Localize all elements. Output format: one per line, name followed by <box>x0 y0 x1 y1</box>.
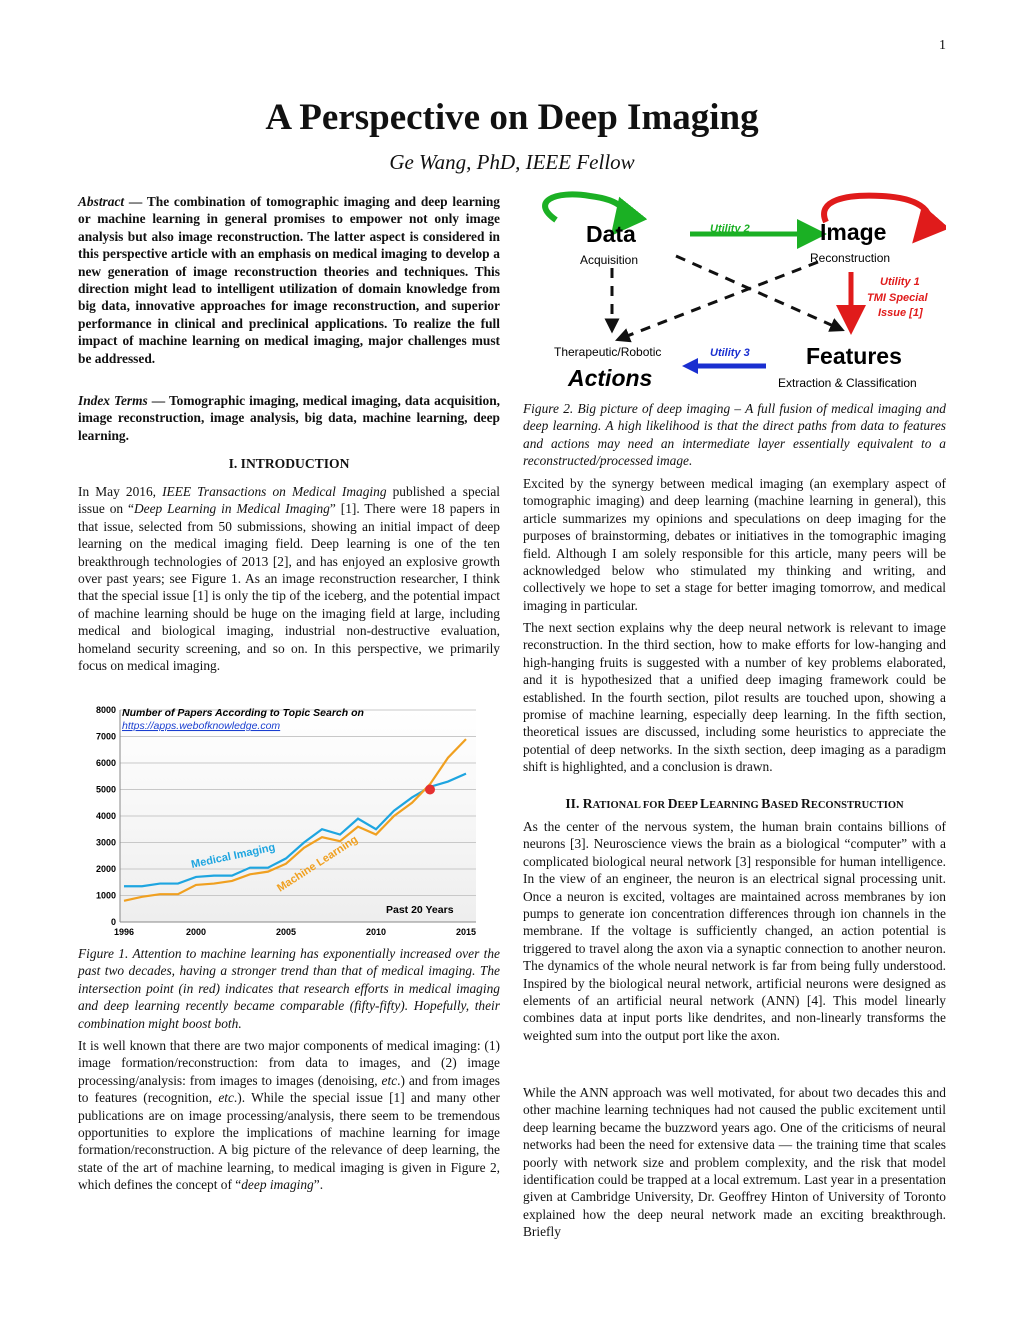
intro-paragraph-3: Excited by the synergy between medical imaging (an exemplary aspect of tomographic imaging) and deep learning (machine learning in general), this article summarizes my opinions and speculations on deep imaging for the purposes of brainstorming, debates or initiatives in the tomographic imaging field. Although I am solely responsible for this article, many peers will be acknowledged below who stimulated my thinking and writing, and collectively we hope to set a stage for better imaging tomorrow, and medical imaging in particular. <box>523 476 946 613</box>
section-2-paragraph-1: As the center of the nervous system, the human brain contains billions of neurons [3]. Neuroscience views the brain as a biological “computer” with a complicated biological neural network [3] responsible for human intelligence. In the view of an engineer, the neuron is an electrical signal processing unit. Once a neuron is excited, voltages are maintained across membranes by ion pumps to generate ion concentration differences through ion channels in the membrane. If the voltage is sufficiently changed, an action potential is triggered to travel along the axon via a synaptic connection to another neuron. The dynamics of the whole neural network is far from being fully understood. Inspired by the biological neural network, artificial neurons were designed as elements of an artificial neural network (ANN) [4]. This model linearly combines data at input ports like dendrites, and non-linearly transforms the weighted sum into the output port like the axon. <box>523 819 946 1043</box>
figure-1-chart <box>88 700 488 940</box>
p1-text-a: In May 2016, <box>78 484 163 499</box>
y-tick-label: 5000 <box>95 784 116 795</box>
section-2-heading <box>523 796 946 812</box>
intro-paragraph-2 <box>78 1037 500 1194</box>
data-node-label: Data <box>586 221 636 247</box>
x-tick-label: 2015 <box>455 927 477 937</box>
dashed-data-to-features <box>676 256 838 328</box>
paper-title: A Perspective on Deep Imaging <box>265 97 759 138</box>
chart-annotation: Past 20 Years <box>386 904 454 916</box>
sec2-num: II. <box>565 796 583 811</box>
data-loop-arrow <box>545 194 625 222</box>
p2-text-c: .). While the special issue [1] and many other publications are on image processing/analysis, there seem to be tremendous opportunities to explore the implications of machine learning for image formation/reconstruction. A big picture of the relevance of deep learning, the state of the art of machine learning, to medical imaging is given in Figure 2, which defines the concept of “ <box>78 1090 500 1193</box>
author-line: Ge Wang, PhD, IEEE Fellow <box>389 150 635 174</box>
utility-3-arrowhead <box>682 358 698 374</box>
intersection-point <box>425 785 435 795</box>
p2-etc-2: etc <box>218 1090 234 1106</box>
sec2-h4: B <box>761 796 771 811</box>
sec2-h1s: ATIONAL FOR <box>592 800 668 811</box>
p2-etc-1: etc <box>381 1072 398 1088</box>
p1-text-b: published a special issue on “ <box>78 484 500 517</box>
y-tick-label: 2000 <box>95 864 116 874</box>
y-tick-label: 8000 <box>95 705 116 715</box>
dashed-image-to-actions <box>622 262 818 338</box>
sec2-h3: L <box>699 796 710 811</box>
sec2-h2: D <box>667 796 678 811</box>
utility-2-label: Utility 2 <box>710 223 750 235</box>
index-terms-label: Index Terms <box>78 393 148 408</box>
x-tick-label: 1996 <box>113 927 135 937</box>
p1-text-c: ” [1]. There were 18 papers in that issue, selected from 50 submissions, showing an initial impact of deep learning on the medical imaging field. Deep learning is one of the ten breakthrough technologies of 2013 [2], and has enjoyed an explosive growth over past years; see Figure 1. As an image reconstruction researcher, I think that the special issue [1] is only the tip of the iceberg, and the potential impact of machine learning should be huge on the imaging field at large, including medical and biological imaging, industrial non-destructive evaluation, homeland security screening, and so on. In this perspective, we primarily focus on medical imaging. <box>78 501 500 674</box>
sec2-h4s: ASED <box>770 800 801 811</box>
section-2-paragraph-2: While the ANN approach was well motivated, for about two decades this and other machine learning techniques had not caused the public excitement until deep learning became the buzzword years ago. One of the criticisms of neural networks had been the need for extensive data — the training time that scales poorly with network size and problem complexity, and the risk that model identification could be trapped at a local extremum. Last year in a presentation given at Cambridge University, Dr. Geoffrey Hinton of University of Toronto explained how the deep neural network made an exciting breakthrough. Briefly <box>523 1085 946 1240</box>
p1-issue-title: Deep Learning in Medical Imaging <box>133 501 330 517</box>
features-node-sub: Extraction & Classification <box>778 376 917 390</box>
figure-1-caption: Figure 1. Attention to machine learning has exponentially increased over the past two decades, having a stronger trend than that of medical imaging. The intersection point (in red) indicates that research efforts in medical imaging and deep learning recently became comparable (fifty-fifty). Hopefully, their combination might boost both. <box>78 946 500 1031</box>
figure-2-diagram <box>526 190 946 395</box>
x-tick-label: 2005 <box>275 927 297 937</box>
y-tick-label: 0 <box>110 917 116 927</box>
abstract-dash: — <box>128 194 143 209</box>
data-node-sub: Acquisition <box>580 253 639 267</box>
y-tick-label: 3000 <box>95 837 116 848</box>
features-node-label: Features <box>806 343 902 369</box>
utility-3-label: Utility 3 <box>710 347 750 359</box>
sec2-h5s: ECONSTRUCTION <box>810 800 904 811</box>
intro-paragraph-1 <box>78 483 500 674</box>
y-tick-label: 6000 <box>95 758 116 768</box>
legend-medical-imaging: Medical Imaging <box>190 841 277 871</box>
p2-text-a: It is well known that there are two major components of medical imaging: (1) image formation/reconstruction: from data to images, and (2) image processing/analysis: from images to images (denoising, <box>78 1038 500 1088</box>
page-number: 1 <box>939 38 946 53</box>
index-terms <box>78 392 500 444</box>
actions-node-sub: Therapeutic/Robotic <box>554 345 662 359</box>
abstract-label: Abstract <box>78 194 125 209</box>
index-terms-dash: — <box>151 393 166 408</box>
abstract-text: The combination of tomographic imaging and deep learning or machine learning in general promises to empower not only image analysis but also image reconstruction. The latter aspect is considered in this perspective article with an emphasis on medical imaging to develop a new generation of image reconstruction theories and techniques. This direction might lead to intelligent utilization of domain knowledge from big data, innovative approaches for image reconstruction, and superior performance in clinical and preclinical applications. To realize the full impact of machine learning on medical imaging, major challenges must be addressed. <box>78 194 500 366</box>
index-terms-text: Tomographic imaging, medical imaging, data acquisition, image reconstruction, image analysis, big data, machine learning, deep learning. <box>78 393 500 443</box>
p1-journal: IEEE Transactions on Medical Imaging <box>162 484 387 499</box>
sec2-h2s: EEP <box>677 800 700 811</box>
y-tick-label: 4000 <box>95 811 116 821</box>
p2-text-b: .) and from images to features (recognition, <box>78 1072 500 1106</box>
sec2-h5: R <box>801 796 811 811</box>
section-1-heading: I. INTRODUCTION <box>228 456 350 471</box>
x-tick-label: 2010 <box>365 927 387 937</box>
chart-subtitle: https://apps.webofknowledge.com <box>122 720 281 732</box>
utility-1-label: Utility 1 <box>880 276 920 288</box>
abstract <box>78 193 500 367</box>
sec2-h3s: EARNING <box>709 800 762 811</box>
figure-2-caption: Figure 2. Big picture of deep imaging – A full fusion of medical imaging and deep learning. A high likelihood is that the direct paths from data to features and actions may need an intermediate layer essentially equivalent to a reconstructed/processed image. <box>523 401 946 469</box>
utility-1-note-line2: Issue [1] <box>878 307 923 319</box>
legend-machine-learning: Machine Learning <box>275 833 361 895</box>
p2-text-d: ”. <box>313 1177 324 1193</box>
p2-concept: deep imaging <box>241 1177 314 1193</box>
utility-1-note-line1: TMI Special <box>867 292 928 304</box>
y-tick-label: 7000 <box>95 731 116 742</box>
x-tick-label: 2000 <box>185 927 207 937</box>
image-node-label: Image <box>820 219 887 245</box>
sec2-h1: R <box>582 796 593 811</box>
chart-title: Number of Papers According to Topic Search on <box>122 707 364 719</box>
figure-2 <box>526 190 946 395</box>
image-node-sub: Reconstruction <box>810 251 891 265</box>
intro-paragraph-4: The next section explains why the deep neural network is relevant to image reconstruction. In the third section, how to make efforts for low-hanging and high-hanging fruits is suggested with a number of key problems elaborated, and it is hypothesized that a unified deep imaging framework could be established. In the fourth section, pilot results are touched upon, showing a promise of machine learning, especially deep learning. In the fifth section, theoretical issues are discussed, including some heuristics to appreciate the potential of deep networks. In the sixth section, deep imaging as a paradigm shift is highlighted, and a conclusion is drawn. <box>523 620 946 775</box>
y-tick-label: 1000 <box>95 890 116 901</box>
actions-node-label: Actions <box>568 365 653 391</box>
figure-1 <box>88 700 488 940</box>
